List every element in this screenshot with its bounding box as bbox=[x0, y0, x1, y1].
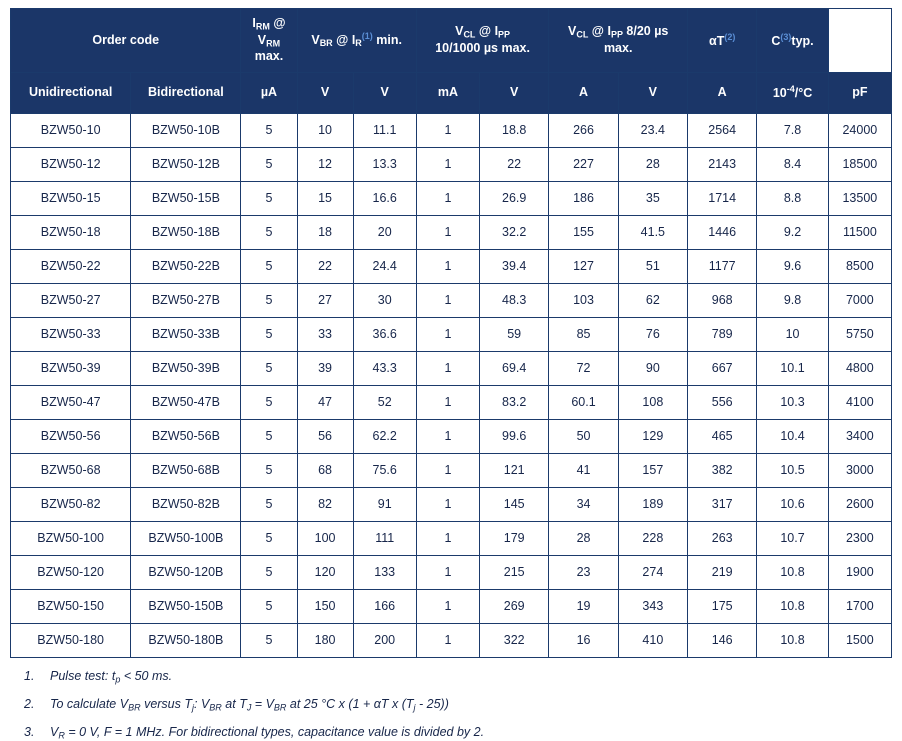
cell-vbr: 36.6 bbox=[353, 317, 416, 351]
cell-bidirectional: BZW50-82B bbox=[131, 487, 241, 521]
table-header-group-row bbox=[11, 9, 892, 73]
cell-capacitance: 1700 bbox=[828, 589, 891, 623]
cell-vcl-8-20: 108 bbox=[618, 385, 687, 419]
cell-ipp-8-20: 667 bbox=[688, 351, 757, 385]
cell-ipp-8-20: 1714 bbox=[688, 181, 757, 215]
cell-alpha-t: 10.7 bbox=[757, 521, 828, 555]
cell-vcl-8-20: 62 bbox=[618, 283, 687, 317]
cell-vcl-8-20: 343 bbox=[618, 589, 687, 623]
cell-ipp-10-1000: 85 bbox=[549, 317, 618, 351]
subheader-unit-v-vbr: V bbox=[353, 72, 416, 113]
cell-unidirectional: BZW50-12 bbox=[11, 147, 131, 181]
cell-capacitance: 7000 bbox=[828, 283, 891, 317]
cell-alpha-t: 10.4 bbox=[757, 419, 828, 453]
subheader-unit-v-vcl1: V bbox=[480, 72, 549, 113]
cell-vcl-10-1000: 269 bbox=[480, 589, 549, 623]
cell-ipp-8-20: 465 bbox=[688, 419, 757, 453]
cell-ipp-10-1000: 23 bbox=[549, 555, 618, 589]
cell-vcl-10-1000: 322 bbox=[480, 623, 549, 657]
cell-irm: 5 bbox=[241, 555, 297, 589]
cell-vrm: 120 bbox=[297, 555, 353, 589]
cell-bidirectional: BZW50-68B bbox=[131, 453, 241, 487]
cell-alpha-t: 9.2 bbox=[757, 215, 828, 249]
specification-table bbox=[10, 8, 892, 658]
cell-vrm: 12 bbox=[297, 147, 353, 181]
cell-ipp-8-20: 1446 bbox=[688, 215, 757, 249]
cell-ipp-8-20: 219 bbox=[688, 555, 757, 589]
cell-vrm: 18 bbox=[297, 215, 353, 249]
cell-alpha-t: 10.5 bbox=[757, 453, 828, 487]
cell-irm: 5 bbox=[241, 453, 297, 487]
table-row bbox=[11, 419, 892, 453]
table-row bbox=[11, 215, 892, 249]
subheader-unit-pf: pF bbox=[828, 72, 891, 113]
cell-bidirectional: BZW50-33B bbox=[131, 317, 241, 351]
cell-vcl-8-20: 90 bbox=[618, 351, 687, 385]
table-row bbox=[11, 351, 892, 385]
subheader-unit-v-vrm: V bbox=[297, 72, 353, 113]
subheader-bidirectional: Bidirectional bbox=[131, 72, 241, 113]
cell-ipp-10-1000: 41 bbox=[549, 453, 618, 487]
cell-ir: 1 bbox=[416, 249, 479, 283]
cell-vbr: 133 bbox=[353, 555, 416, 589]
table-row bbox=[11, 521, 892, 555]
cell-vrm: 39 bbox=[297, 351, 353, 385]
cell-vbr: 13.3 bbox=[353, 147, 416, 181]
table-row bbox=[11, 181, 892, 215]
cell-unidirectional: BZW50-56 bbox=[11, 419, 131, 453]
cell-ipp-8-20: 556 bbox=[688, 385, 757, 419]
cell-alpha-t: 9.6 bbox=[757, 249, 828, 283]
cell-vrm: 22 bbox=[297, 249, 353, 283]
cell-irm: 5 bbox=[241, 589, 297, 623]
cell-vcl-10-1000: 26.9 bbox=[480, 181, 549, 215]
cell-capacitance: 3400 bbox=[828, 419, 891, 453]
header-vbr-ir: $V_{BR}$ @ $I_R^{(1)}$ min. bbox=[297, 9, 416, 73]
cell-capacitance: 1500 bbox=[828, 623, 891, 657]
cell-vcl-8-20: 51 bbox=[618, 249, 687, 283]
cell-vcl-10-1000: 121 bbox=[480, 453, 549, 487]
cell-alpha-t: 10.8 bbox=[757, 623, 828, 657]
cell-vcl-8-20: 76 bbox=[618, 317, 687, 351]
table-row bbox=[11, 283, 892, 317]
cell-ipp-10-1000: 19 bbox=[549, 589, 618, 623]
cell-vbr: 111 bbox=[353, 521, 416, 555]
cell-capacitance: 13500 bbox=[828, 181, 891, 215]
subheader-unit-ua: µA bbox=[241, 72, 297, 113]
cell-bidirectional: BZW50-27B bbox=[131, 283, 241, 317]
footnotes bbox=[10, 668, 892, 741]
cell-alpha-t: 10.6 bbox=[757, 487, 828, 521]
cell-ipp-8-20: 789 bbox=[688, 317, 757, 351]
cell-vcl-10-1000: 215 bbox=[480, 555, 549, 589]
cell-unidirectional: BZW50-82 bbox=[11, 487, 131, 521]
cell-bidirectional: BZW50-12B bbox=[131, 147, 241, 181]
cell-irm: 5 bbox=[241, 419, 297, 453]
cell-vrm: 150 bbox=[297, 589, 353, 623]
cell-vrm: 15 bbox=[297, 181, 353, 215]
cell-vrm: 47 bbox=[297, 385, 353, 419]
cell-alpha-t: 10.8 bbox=[757, 589, 828, 623]
cell-vbr: 75.6 bbox=[353, 453, 416, 487]
cell-ipp-8-20: 317 bbox=[688, 487, 757, 521]
cell-unidirectional: BZW50-10 bbox=[11, 113, 131, 147]
cell-ir: 1 bbox=[416, 113, 479, 147]
cell-unidirectional: BZW50-100 bbox=[11, 521, 131, 555]
header-irm-vrm: $I_{RM}$ @ $V_{RM}$ max. bbox=[241, 9, 297, 73]
cell-ipp-8-20: 175 bbox=[688, 589, 757, 623]
cell-alpha-t: 9.8 bbox=[757, 283, 828, 317]
cell-capacitance: 2600 bbox=[828, 487, 891, 521]
cell-vrm: 82 bbox=[297, 487, 353, 521]
table-row bbox=[11, 623, 892, 657]
cell-capacitance: 11500 bbox=[828, 215, 891, 249]
cell-vcl-8-20: 129 bbox=[618, 419, 687, 453]
cell-ipp-10-1000: 127 bbox=[549, 249, 618, 283]
cell-ipp-8-20: 382 bbox=[688, 453, 757, 487]
cell-ipp-10-1000: 266 bbox=[549, 113, 618, 147]
cell-unidirectional: BZW50-68 bbox=[11, 453, 131, 487]
cell-unidirectional: BZW50-15 bbox=[11, 181, 131, 215]
cell-vcl-10-1000: 39.4 bbox=[480, 249, 549, 283]
cell-ir: 1 bbox=[416, 419, 479, 453]
cell-vcl-8-20: 274 bbox=[618, 555, 687, 589]
cell-vcl-10-1000: 69.4 bbox=[480, 351, 549, 385]
cell-unidirectional: BZW50-120 bbox=[11, 555, 131, 589]
cell-unidirectional: BZW50-22 bbox=[11, 249, 131, 283]
table-row bbox=[11, 113, 892, 147]
subheader-unit-a-ipp1: A bbox=[549, 72, 618, 113]
cell-ir: 1 bbox=[416, 487, 479, 521]
cell-unidirectional: BZW50-18 bbox=[11, 215, 131, 249]
cell-alpha-t: 10.3 bbox=[757, 385, 828, 419]
cell-vbr: 91 bbox=[353, 487, 416, 521]
cell-ipp-8-20: 1177 bbox=[688, 249, 757, 283]
cell-vcl-8-20: 23.4 bbox=[618, 113, 687, 147]
cell-ipp-8-20: 2143 bbox=[688, 147, 757, 181]
cell-irm: 5 bbox=[241, 113, 297, 147]
header-vcl-ipp-8-20: $V_{CL}$ @ $I_{PP}$ 8/20 µs max. bbox=[549, 9, 688, 73]
cell-vcl-8-20: 35 bbox=[618, 181, 687, 215]
header-order-code: Order code bbox=[11, 9, 241, 73]
cell-ir: 1 bbox=[416, 555, 479, 589]
cell-vcl-8-20: 189 bbox=[618, 487, 687, 521]
subheader-unit-alpha: $10^{-4}/^\circ C$ bbox=[757, 72, 828, 113]
table-row bbox=[11, 555, 892, 589]
cell-alpha-t: 10 bbox=[757, 317, 828, 351]
cell-capacitance: 5750 bbox=[828, 317, 891, 351]
cell-bidirectional: BZW50-39B bbox=[131, 351, 241, 385]
cell-ipp-10-1000: 155 bbox=[549, 215, 618, 249]
cell-vcl-10-1000: 145 bbox=[480, 487, 549, 521]
cell-vcl-10-1000: 22 bbox=[480, 147, 549, 181]
cell-vcl-8-20: 28 bbox=[618, 147, 687, 181]
cell-bidirectional: BZW50-150B bbox=[131, 589, 241, 623]
cell-unidirectional: BZW50-180 bbox=[11, 623, 131, 657]
cell-irm: 5 bbox=[241, 623, 297, 657]
cell-vbr: 200 bbox=[353, 623, 416, 657]
cell-irm: 5 bbox=[241, 181, 297, 215]
cell-vrm: 33 bbox=[297, 317, 353, 351]
cell-vcl-10-1000: 59 bbox=[480, 317, 549, 351]
cell-unidirectional: BZW50-33 bbox=[11, 317, 131, 351]
cell-vrm: 100 bbox=[297, 521, 353, 555]
cell-unidirectional: BZW50-150 bbox=[11, 589, 131, 623]
cell-ipp-10-1000: 103 bbox=[549, 283, 618, 317]
cell-alpha-t: 10.8 bbox=[757, 555, 828, 589]
cell-vbr: 43.3 bbox=[353, 351, 416, 385]
cell-irm: 5 bbox=[241, 215, 297, 249]
cell-ipp-10-1000: 28 bbox=[549, 521, 618, 555]
table-row bbox=[11, 453, 892, 487]
cell-irm: 5 bbox=[241, 521, 297, 555]
cell-capacitance: 4100 bbox=[828, 385, 891, 419]
cell-ir: 1 bbox=[416, 351, 479, 385]
cell-irm: 5 bbox=[241, 147, 297, 181]
cell-vrm: 10 bbox=[297, 113, 353, 147]
footnote-1-number: 1. bbox=[24, 668, 50, 686]
cell-vbr: 11.1 bbox=[353, 113, 416, 147]
cell-vcl-8-20: 41.5 bbox=[618, 215, 687, 249]
cell-vbr: 62.2 bbox=[353, 419, 416, 453]
footnote-1-text: Pulse test: $t_p < 50$ ms. bbox=[50, 668, 892, 686]
cell-vcl-10-1000: 179 bbox=[480, 521, 549, 555]
cell-bidirectional: BZW50-100B bbox=[131, 521, 241, 555]
cell-vbr: 20 bbox=[353, 215, 416, 249]
cell-irm: 5 bbox=[241, 317, 297, 351]
cell-irm: 5 bbox=[241, 249, 297, 283]
cell-ir: 1 bbox=[416, 181, 479, 215]
subheader-unit-ma: mA bbox=[416, 72, 479, 113]
cell-capacitance: 3000 bbox=[828, 453, 891, 487]
cell-capacitance: 4800 bbox=[828, 351, 891, 385]
cell-unidirectional: BZW50-27 bbox=[11, 283, 131, 317]
footnote-3-text: $V_R = 0$ V, F = 1 MHz. For bidirectional types, capacitance value is divided by 2. bbox=[50, 724, 892, 741]
cell-vcl-8-20: 228 bbox=[618, 521, 687, 555]
cell-vrm: 180 bbox=[297, 623, 353, 657]
cell-bidirectional: BZW50-15B bbox=[131, 181, 241, 215]
cell-ipp-8-20: 968 bbox=[688, 283, 757, 317]
header-vcl-ipp-10-1000: $V_{CL}$ @ $I_{PP}$ 10/1000 µs max. bbox=[416, 9, 549, 73]
cell-vcl-10-1000: 48.3 bbox=[480, 283, 549, 317]
cell-unidirectional: BZW50-47 bbox=[11, 385, 131, 419]
cell-ipp-10-1000: 34 bbox=[549, 487, 618, 521]
cell-ipp-8-20: 263 bbox=[688, 521, 757, 555]
footnote-2 bbox=[24, 696, 892, 714]
cell-vbr: 30 bbox=[353, 283, 416, 317]
cell-ipp-10-1000: 16 bbox=[549, 623, 618, 657]
cell-vcl-8-20: 410 bbox=[618, 623, 687, 657]
cell-bidirectional: BZW50-56B bbox=[131, 419, 241, 453]
table-row bbox=[11, 317, 892, 351]
cell-alpha-t: 10.1 bbox=[757, 351, 828, 385]
cell-irm: 5 bbox=[241, 385, 297, 419]
cell-ipp-10-1000: 227 bbox=[549, 147, 618, 181]
cell-ir: 1 bbox=[416, 453, 479, 487]
table-row bbox=[11, 589, 892, 623]
cell-irm: 5 bbox=[241, 283, 297, 317]
header-alpha-t: $\alpha T^{(2)}$ bbox=[688, 9, 757, 73]
cell-vcl-8-20: 157 bbox=[618, 453, 687, 487]
cell-capacitance: 8500 bbox=[828, 249, 891, 283]
table-row bbox=[11, 147, 892, 181]
cell-bidirectional: BZW50-180B bbox=[131, 623, 241, 657]
cell-vbr: 24.4 bbox=[353, 249, 416, 283]
cell-alpha-t: 7.8 bbox=[757, 113, 828, 147]
header-capacitance: $C^{(3)}typ$. bbox=[757, 9, 828, 73]
cell-vcl-10-1000: 32.2 bbox=[480, 215, 549, 249]
table-header-units-row bbox=[11, 72, 892, 113]
cell-ir: 1 bbox=[416, 623, 479, 657]
cell-ipp-8-20: 146 bbox=[688, 623, 757, 657]
cell-vbr: 52 bbox=[353, 385, 416, 419]
cell-ipp-10-1000: 72 bbox=[549, 351, 618, 385]
cell-bidirectional: BZW50-10B bbox=[131, 113, 241, 147]
cell-irm: 5 bbox=[241, 487, 297, 521]
cell-bidirectional: BZW50-120B bbox=[131, 555, 241, 589]
footnote-3-number: 3. bbox=[24, 724, 50, 741]
footnote-3 bbox=[24, 724, 892, 741]
table-head bbox=[11, 9, 892, 114]
table-row bbox=[11, 385, 892, 419]
cell-ir: 1 bbox=[416, 317, 479, 351]
cell-capacitance: 1900 bbox=[828, 555, 891, 589]
cell-ir: 1 bbox=[416, 215, 479, 249]
cell-bidirectional: BZW50-22B bbox=[131, 249, 241, 283]
cell-vrm: 27 bbox=[297, 283, 353, 317]
subheader-unit-a-ipp2: A bbox=[688, 72, 757, 113]
cell-vcl-10-1000: 83.2 bbox=[480, 385, 549, 419]
cell-unidirectional: BZW50-39 bbox=[11, 351, 131, 385]
cell-ipp-10-1000: 186 bbox=[549, 181, 618, 215]
table-row bbox=[11, 487, 892, 521]
cell-ir: 1 bbox=[416, 385, 479, 419]
cell-capacitance: 2300 bbox=[828, 521, 891, 555]
cell-ipp-8-20: 2564 bbox=[688, 113, 757, 147]
cell-ipp-10-1000: 60.1 bbox=[549, 385, 618, 419]
table-row bbox=[11, 249, 892, 283]
subheader-unidirectional: Unidirectional bbox=[11, 72, 131, 113]
cell-ipp-10-1000: 50 bbox=[549, 419, 618, 453]
cell-vbr: 16.6 bbox=[353, 181, 416, 215]
cell-ir: 1 bbox=[416, 283, 479, 317]
cell-bidirectional: BZW50-18B bbox=[131, 215, 241, 249]
cell-alpha-t: 8.4 bbox=[757, 147, 828, 181]
cell-alpha-t: 8.8 bbox=[757, 181, 828, 215]
cell-vrm: 68 bbox=[297, 453, 353, 487]
footnote-1 bbox=[24, 668, 892, 686]
table-body bbox=[11, 113, 892, 657]
cell-vcl-10-1000: 99.6 bbox=[480, 419, 549, 453]
cell-vbr: 166 bbox=[353, 589, 416, 623]
cell-capacitance: 18500 bbox=[828, 147, 891, 181]
cell-ir: 1 bbox=[416, 589, 479, 623]
cell-irm: 5 bbox=[241, 351, 297, 385]
cell-vcl-10-1000: 18.8 bbox=[480, 113, 549, 147]
subheader-unit-v-vcl2: V bbox=[618, 72, 687, 113]
cell-ir: 1 bbox=[416, 147, 479, 181]
footnote-2-number: 2. bbox=[24, 696, 50, 714]
cell-ir: 1 bbox=[416, 521, 479, 555]
cell-capacitance: 24000 bbox=[828, 113, 891, 147]
cell-bidirectional: BZW50-47B bbox=[131, 385, 241, 419]
cell-vrm: 56 bbox=[297, 419, 353, 453]
footnote-2-text: To calculate $V_{BR}$ versus $T_j$: $V_{BR}$ at $T_J = V_{BR}$ at 25 °C x (1 + αT x $(T_j - 25)$) bbox=[50, 696, 892, 714]
